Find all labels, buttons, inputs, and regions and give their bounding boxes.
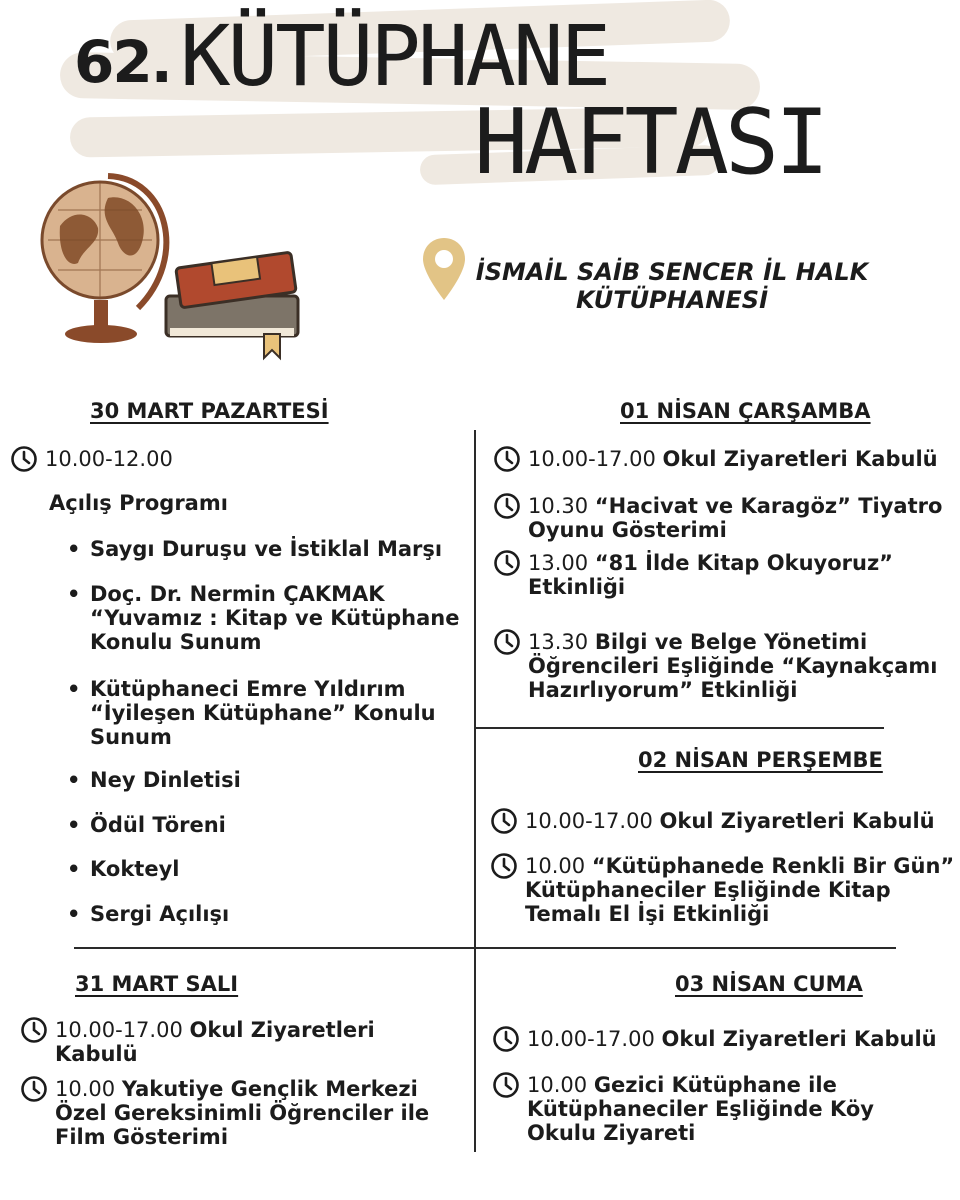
venue-name bbox=[472, 258, 872, 314]
row-divider bbox=[476, 727, 884, 729]
page-title: KÜTÜPHANE bbox=[180, 7, 609, 105]
edition-number: 62. bbox=[74, 28, 171, 96]
clock-icon bbox=[20, 1016, 48, 1044]
program-bullet bbox=[67, 813, 477, 837]
event-item bbox=[490, 854, 956, 926]
event-time: 10.00-17.00 bbox=[525, 809, 653, 833]
bullet-text: • Ney Dinletisi bbox=[90, 768, 241, 792]
event-time: 10.00-17.00 bbox=[55, 1018, 183, 1042]
program-bullet bbox=[67, 537, 477, 561]
clock-icon bbox=[493, 445, 521, 473]
event-item bbox=[492, 1027, 954, 1053]
clock-icon bbox=[490, 852, 518, 880]
clock-icon bbox=[492, 1025, 520, 1053]
event-description: “81 İlde Kitap Okuyoruz” Etkinliği bbox=[528, 551, 893, 599]
event-time: 10.00 bbox=[525, 854, 586, 878]
bullet-text: • Saygı Duruşu ve İstiklal Marşı bbox=[90, 537, 443, 561]
clock-icon bbox=[490, 807, 518, 835]
globe-and-books-illustration bbox=[38, 168, 308, 368]
day-heading-30-mart: 30 MART PAZARTESİ bbox=[90, 399, 329, 423]
event-description: Okul Ziyaretleri Kabulü bbox=[659, 809, 935, 833]
event-time: 10.00-12.00 bbox=[45, 447, 173, 471]
clock-icon bbox=[493, 628, 521, 656]
location-pin-icon bbox=[421, 236, 467, 302]
bullet-text: • Doç. Dr. Nermin ÇAKMAK “Yuvamız : Kitap ve Kütüphane Konulu Sunum bbox=[90, 582, 460, 654]
event-item bbox=[493, 494, 955, 542]
clock-icon bbox=[492, 1071, 520, 1099]
clock-icon bbox=[493, 492, 521, 520]
day-heading-31-mart: 31 MART SALI bbox=[75, 972, 239, 996]
event-item bbox=[20, 1018, 440, 1066]
opening-program-title: Açılış Programı bbox=[49, 491, 228, 515]
event-item bbox=[493, 447, 955, 473]
event-item bbox=[490, 809, 952, 835]
event-time: 10.00 bbox=[55, 1077, 116, 1101]
books-icon bbox=[166, 252, 298, 358]
event-item bbox=[492, 1073, 912, 1145]
program-bullet bbox=[67, 677, 477, 749]
event-description: “Hacivat ve Karagöz” Tiyatro Oyunu Gösterimi bbox=[528, 494, 943, 542]
program-bullet bbox=[67, 768, 477, 792]
event-description: Okul Ziyaretleri Kabulü bbox=[662, 447, 938, 471]
bullet-text: • Sergi Açılışı bbox=[90, 902, 230, 926]
day-heading-03-nisan: 03 NİSAN CUMA bbox=[675, 972, 863, 996]
event-description: “Kütüphanede Renkli Bir Gün” Kütüphaneciler Eşliğinde Kitap Temalı El İşi Etkinliği bbox=[525, 854, 955, 926]
venue-line: KÜTÜPHANESİ bbox=[575, 286, 769, 314]
event-time: 10.00-17.00 bbox=[528, 447, 656, 471]
page-subtitle: HAFTASI bbox=[474, 90, 826, 195]
day-heading-02-nisan: 02 NİSAN PERŞEMBE bbox=[638, 748, 883, 772]
event-item bbox=[493, 551, 955, 599]
event-time: 13.00 bbox=[528, 551, 589, 575]
event-item bbox=[493, 630, 955, 702]
day-heading-01-nisan: 01 NİSAN ÇARŞAMBA bbox=[620, 399, 871, 423]
clock-icon bbox=[493, 549, 521, 577]
event-time: 13.30 bbox=[528, 630, 589, 654]
globe-icon bbox=[42, 176, 166, 343]
bullet-text: • Ödül Töreni bbox=[90, 813, 226, 837]
event-description: Okul Ziyaretleri Kabulü bbox=[661, 1027, 937, 1051]
program-bullet bbox=[67, 857, 477, 881]
event-description: Bilgi ve Belge Yönetimi Öğrencileri Eşliğinde “Kaynakçamı Hazırlıyorum” Etkinliği bbox=[528, 630, 938, 702]
venue-line: İSMAİL SAİB SENCER İL HALK bbox=[475, 258, 869, 286]
bullet-text: • Kokteyl bbox=[90, 857, 180, 881]
event-time: 10.00 bbox=[527, 1073, 588, 1097]
program-bullet bbox=[67, 902, 477, 926]
event-description: Okul Ziyaretleri Kabulü bbox=[55, 1018, 375, 1066]
event-time: 10.00-17.00 bbox=[527, 1027, 655, 1051]
bullet-text: • Kütüphaneci Emre Yıldırım “İyileşen Kütüphane” Konulu Sunum bbox=[90, 677, 436, 749]
clock-icon bbox=[10, 445, 38, 473]
event-description: Gezici Kütüphane ile Kütüphaneciler Eşliğinde Köy Okulu Ziyareti bbox=[527, 1073, 874, 1145]
row-divider bbox=[74, 947, 896, 949]
event-item bbox=[10, 447, 310, 473]
event-time: 10.30 bbox=[528, 494, 589, 518]
event-description: Yakutiye Gençlik Merkezi Özel Gereksinimli Öğrenciler ile Film Gösterimi bbox=[55, 1077, 430, 1149]
clock-icon bbox=[20, 1075, 48, 1103]
event-item bbox=[20, 1077, 460, 1149]
program-bullet bbox=[67, 582, 477, 654]
